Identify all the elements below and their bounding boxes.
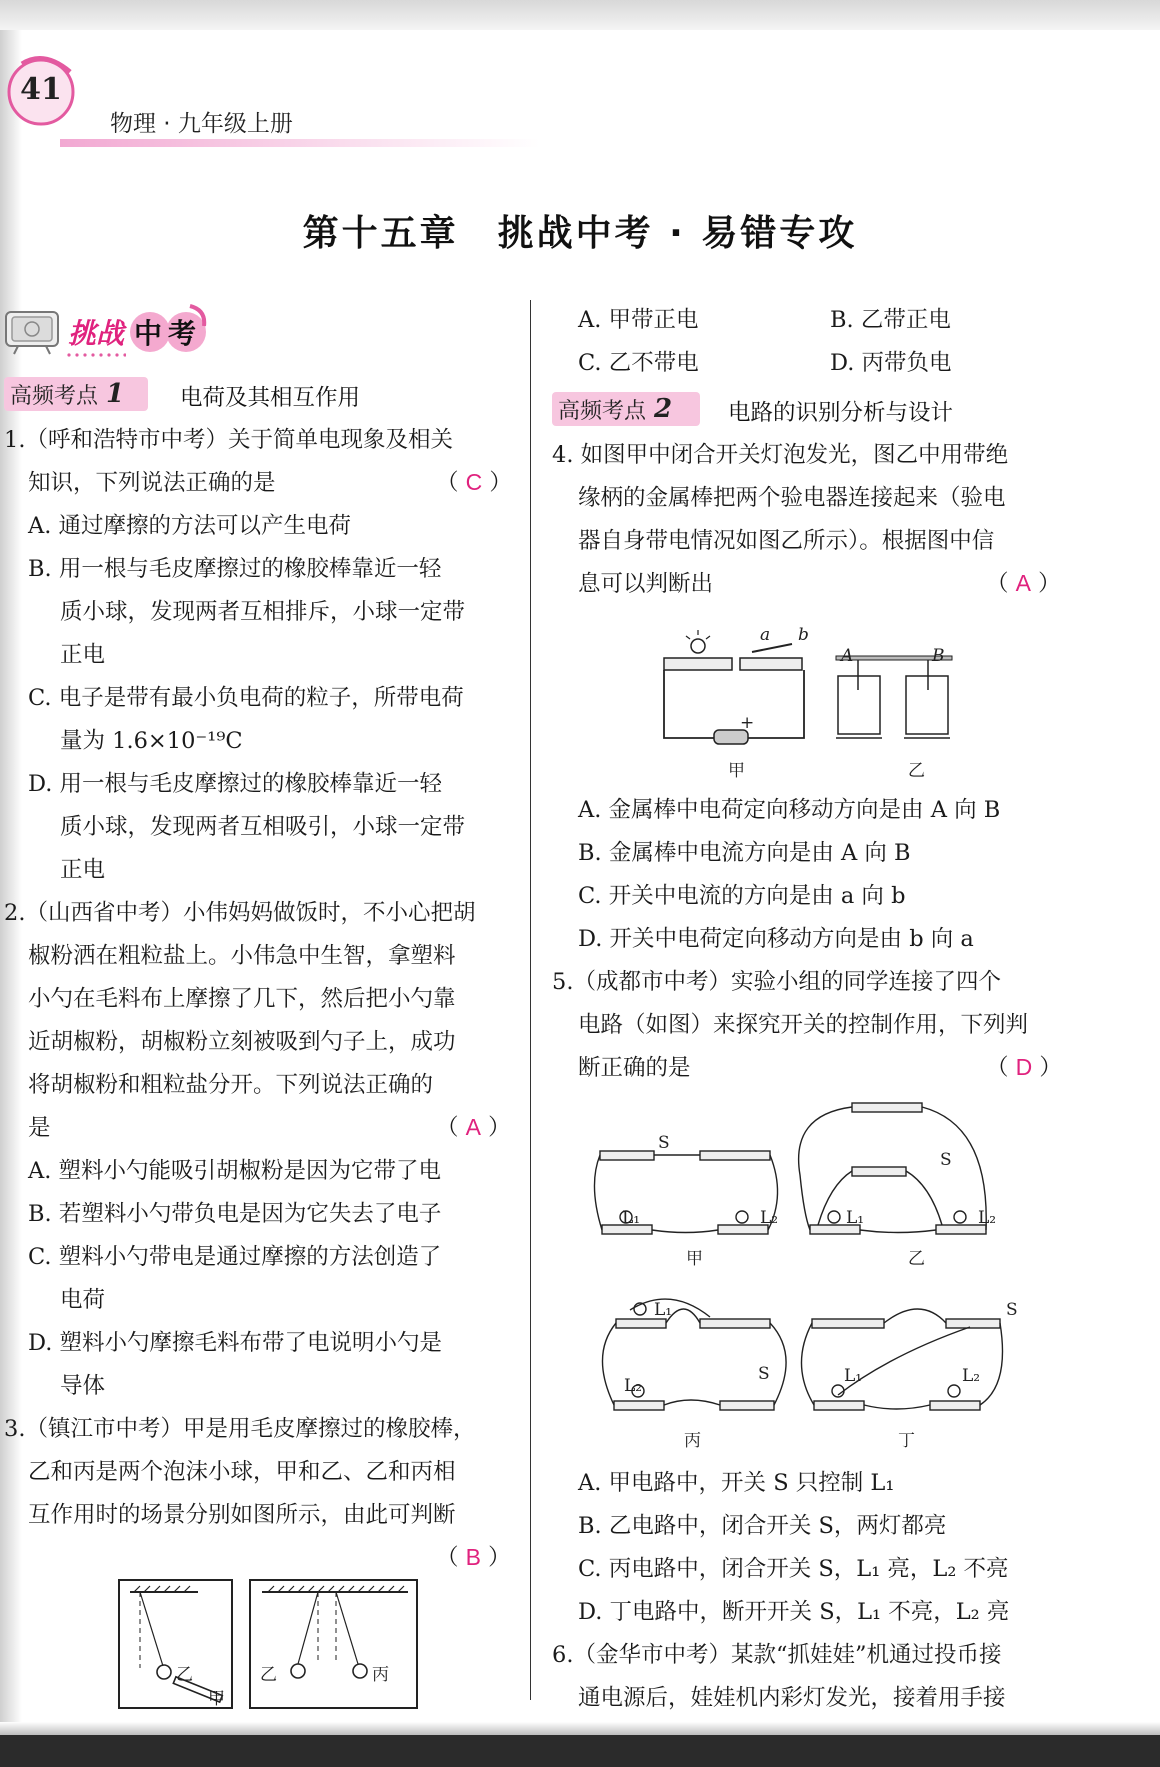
q4-answer: （ A ） (986, 570, 1061, 597)
q4-label-b: b (798, 625, 809, 645)
section-tag-2 (552, 392, 700, 426)
q5-label-S-jia: S (658, 1133, 670, 1153)
section-tag-text: 高频考点 (558, 398, 647, 424)
q3-answer-letter: B (465, 1544, 481, 1570)
q4-line-3: 器自身带电情况如图乙所示）。根据图中信 (578, 528, 995, 554)
book-title: 物理 · 九年级上册 (110, 111, 293, 137)
q5-option-d: D. 丁电路中，断开开关 S，L₁ 不亮，L₂ 亮 (578, 1599, 1010, 1625)
q1-option-b-cont: 质小球，发现两者互相排斥，小球一定带 (60, 599, 466, 625)
q1-option-c-cont: 量为 1.6×10⁻¹⁹C (60, 728, 243, 754)
section-tag-1 (4, 377, 148, 411)
header-rule (60, 139, 540, 147)
q1-option-d-cont2: 正电 (60, 857, 106, 883)
q3-line-3: 互作用时的场景分别如图所示，由此可判断 (28, 1502, 456, 1528)
q5-label-L2-ding: L₂ (962, 1366, 981, 1386)
q3-option-c: C. 乙不带电 (578, 350, 699, 376)
q5-answer-letter: D (1015, 1054, 1033, 1080)
q1-answer-letter: C (465, 469, 483, 495)
left-shadow (0, 30, 22, 1730)
q4-option-b: B. 金属棒中电流方向是由 A 向 B (578, 840, 911, 866)
q2-line-2: 椒粉洒在粗粒盐上。小伟急中生智，拿塑料 (28, 943, 456, 969)
q4-line-2: 缘柄的金属棒把两个验电器连接起来（验电 (578, 485, 1006, 511)
q3-figure (118, 1578, 418, 1710)
q1-line-2: 知识，下列说法正确的是 (28, 470, 276, 496)
q5-label-L1-jia: L₁ (622, 1208, 641, 1228)
q1-line-1: 1.（呼和浩特市中考）关于简单电现象及相关 (4, 427, 453, 453)
q4-label-jia: 甲 (728, 761, 745, 781)
bottom-bar (0, 1735, 1160, 1767)
bottom-shadow (0, 1722, 1160, 1735)
q2-option-d-cont: 导体 (60, 1373, 106, 1399)
q4-figure (660, 618, 960, 766)
q5-line-1: 5.（成都市中考）实验小组的同学连接了四个 (552, 969, 1001, 995)
q4-answer-letter: A (1015, 570, 1031, 596)
q5-line-3: 断正确的是 (578, 1055, 691, 1081)
q1-option-b-cont2: 正电 (60, 642, 106, 668)
q2-option-b: B. 若塑料小勺带负电是因为它失去了电子 (28, 1201, 442, 1227)
q4-label-yi: 乙 (908, 761, 925, 781)
q4-label-A: A (841, 646, 854, 666)
q2-line-1: 2.（山西省中考）小伟妈妈做饭时，不小心把胡 (4, 900, 476, 926)
page-number: 41 (20, 71, 62, 107)
column-divider (530, 300, 531, 1700)
q2-option-a: A. 塑料小勺能吸引胡椒粉是因为它带了电 (28, 1158, 442, 1184)
q1-answer: （ C ） (436, 469, 512, 496)
q1-option-d: D. 用一根与毛皮摩擦过的橡胶棒靠近一轻 (28, 771, 443, 797)
q2-option-c: C. 塑料小勺带电是通过摩擦的方法创造了 (28, 1244, 442, 1270)
q1-option-a: A. 通过摩擦的方法可以产生电荷 (28, 513, 352, 539)
q3-answer: （ B ） (436, 1544, 511, 1571)
q4-label-plus: + (740, 713, 755, 733)
banner-text-2: 中考 (134, 317, 203, 350)
q4-option-c: C. 开关中电流的方向是由 a 向 b (578, 883, 906, 909)
q5-option-c: C. 丙电路中，闭合开关 S，L₁ 亮，L₂ 不亮 (578, 1556, 1009, 1582)
q5-option-b: B. 乙电路中，闭合开关 S，两灯都亮 (578, 1513, 947, 1539)
section-tag-number: 1 (106, 379, 125, 409)
q5-label-S-yi: S (940, 1150, 952, 1170)
q3-line-1: 3.（镇江市中考）甲是用毛皮摩擦过的橡胶棒， (4, 1416, 476, 1442)
q5-label-L1-bing: L₁ (654, 1300, 673, 1320)
q5-answer: （ D ） (986, 1054, 1062, 1081)
q1-option-b: B. 用一根与毛皮摩擦过的橡胶棒靠近一轻 (28, 556, 442, 582)
q4-line-1: 4. 如图甲中闭合开关灯泡发光，图乙中用带绝 (552, 442, 1009, 468)
q5-label-S-bing: S (758, 1364, 770, 1384)
q4-label-B: B (932, 646, 945, 666)
q3-option-d: D. 丙带负电 (830, 350, 952, 376)
q3-label-jia: 甲 (208, 1689, 225, 1709)
q5-label-L2-bing: L₂ (624, 1376, 643, 1396)
tv-icon (4, 310, 62, 356)
q2-line-3: 小勺在毛料布上摩擦了几下，然后把小勺靠 (28, 986, 456, 1012)
q1-option-c: C. 电子是带有最小负电荷的粒子，所带电荷 (28, 685, 464, 711)
q5-label-L2-yi: L₂ (978, 1208, 997, 1228)
q5-line-2: 电路（如图）来探究开关的控制作用，下列判 (578, 1012, 1029, 1038)
q4-option-d: D. 开关中电荷定向移动方向是由 b 向 a (578, 926, 974, 952)
q2-line-4: 近胡椒粉，胡椒粉立刻被吸到勺子上，成功 (28, 1029, 456, 1055)
q5-label-yi: 乙 (908, 1249, 925, 1269)
q2-option-c-cont: 电荷 (60, 1287, 106, 1313)
q6-line-2: 通电源后，娃娃机内彩灯发光，接着用手接 (578, 1685, 1006, 1711)
q5-label-L2-jia: L₂ (760, 1208, 779, 1228)
banner-dots (66, 352, 126, 358)
q2-option-d: D. 塑料小勺摩擦毛料布带了电说明小勺是 (28, 1330, 443, 1356)
chapter-title: 第十五章 挑战中考 · 易错专攻 (302, 213, 858, 254)
q2-answer-letter: A (465, 1114, 481, 1140)
q5-label-L1-ding: L₁ (844, 1366, 863, 1386)
q3-line-2: 乙和丙是两个泡沫小球，甲和乙、乙和丙相 (28, 1459, 456, 1485)
q1-option-d-cont: 质小球，发现两者互相吸引，小球一定带 (60, 814, 466, 840)
q3-label-yi2: 乙 (260, 1665, 277, 1685)
q4-label-a: a (760, 625, 771, 645)
q2-line-5: 将胡椒粉和粗粒盐分开。下列说法正确的 (28, 1072, 434, 1098)
q4-option-a: A. 金属棒中电荷定向移动方向是由 A 向 B (578, 797, 1001, 823)
q3-option-b: B. 乙带正电 (830, 307, 951, 333)
q5-label-L1-yi: L₁ (846, 1208, 865, 1228)
q2-answer: （ A ） (436, 1114, 511, 1141)
section-title-1: 电荷及其相互作用 (180, 385, 361, 411)
q2-line-6: 是 (28, 1115, 51, 1141)
q5-label-ding: 丁 (898, 1431, 915, 1451)
q6-line-1: 6.（金华市中考）某款“抓娃娃”机通过投币接 (552, 1642, 1002, 1668)
section-tag-text: 高频考点 (10, 383, 99, 409)
q4-line-4: 息可以判断出 (578, 571, 714, 597)
q5-label-S-ding: S (1006, 1300, 1018, 1320)
section-title-2: 电路的识别分析与设计 (728, 400, 954, 426)
top-shadow (0, 0, 1160, 30)
q5-option-a: A. 甲电路中，开关 S 只控制 L₁ (578, 1470, 895, 1496)
q3-option-a: A. 甲带正电 (578, 307, 699, 333)
q5-label-jia: 甲 (686, 1249, 703, 1269)
banner-text-1: 挑战 (68, 317, 125, 350)
q3-label-yi: 乙 (176, 1665, 193, 1685)
q5-label-bing: 丙 (684, 1431, 701, 1451)
section-tag-number: 2 (654, 394, 673, 424)
q3-label-bing: 丙 (372, 1665, 389, 1685)
